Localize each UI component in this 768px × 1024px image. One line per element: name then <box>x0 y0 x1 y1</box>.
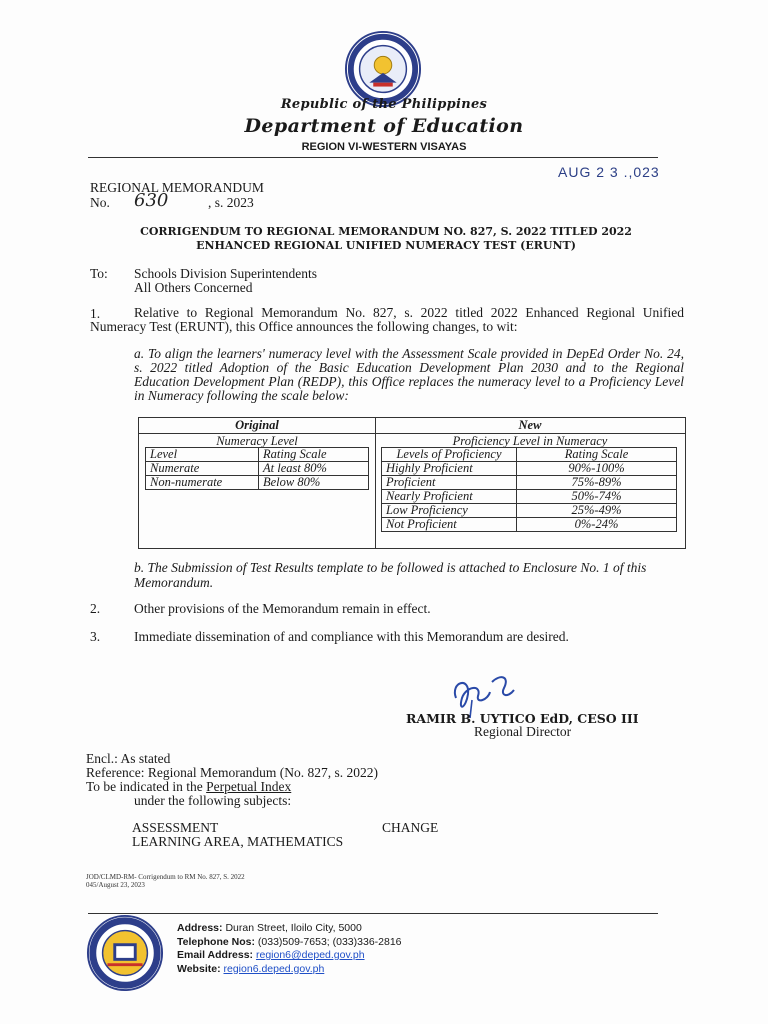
subject-learning-area: LEARNING AREA, MATHEMATICS <box>132 834 344 849</box>
table-row <box>146 448 369 462</box>
recipient-line2: All Others Concerned <box>134 280 253 295</box>
email-link[interactable]: region6@deped.gov.ph <box>255 949 365 961</box>
new-scale-table <box>381 447 677 532</box>
table-row <box>382 476 677 490</box>
file-code-line1: JOD/CLMD-RM- Corrigendum to RM No. 827, S. 2022 <box>86 873 245 881</box>
website-label: Website: <box>177 962 221 975</box>
original-level-cell: Non-numerate <box>146 476 259 490</box>
new-rating-cell: 0%-24% <box>517 518 677 532</box>
perpetual-index-prefix: To be indicated in the <box>86 779 207 794</box>
table-row <box>382 504 677 518</box>
paragraph-2-text: Other provisions of the Memorandum remain in effect. <box>134 601 431 616</box>
paragraph-1b-text: b. The Submission of Test Results template to be followed is attached to Enclosure No. 1 of this Memorandum. <box>134 560 647 590</box>
original-scale-column <box>139 418 376 548</box>
new-level-cell: Low Proficiency <box>382 504 517 518</box>
received-date-stamp: AUG 2 3 .,023 <box>558 164 660 180</box>
memo-subject-line2: ENHANCED REGIONAL UNIFIED NUMERACY TEST (ERUNT) <box>196 239 576 252</box>
region-heading: REGION VI-WESTERN VISAYAS <box>301 141 467 153</box>
recipients-label: To: <box>90 266 108 281</box>
website-row <box>177 963 402 977</box>
memo-number-label: No. <box>90 195 110 210</box>
address-row <box>177 922 402 936</box>
paragraph-1-number: 1. <box>90 306 101 321</box>
memo-series: , s. 2023 <box>208 195 254 210</box>
file-codes <box>86 873 245 889</box>
subject-change: CHANGE <box>382 820 439 835</box>
table-row <box>382 518 677 532</box>
footer-divider <box>88 913 658 914</box>
proficiency-scale-table <box>138 417 686 549</box>
original-scale-table <box>145 447 369 490</box>
file-code-line2: 045/August 23, 2023 <box>86 881 145 889</box>
new-level-cell: Not Proficient <box>382 518 517 532</box>
original-header: Original <box>139 418 375 434</box>
memo-type: REGIONAL MEMORANDUM <box>90 180 264 195</box>
address-value: Duran Street, Iloilo City, 5000 <box>225 922 362 934</box>
paragraph-1-text: Relative to Regional Memorandum No. 827, s. 2022 titled 2022 Enhanced Regional Unified Numeracy Test (ERUNT), this Office announces the following changes, to wit: <box>90 305 684 335</box>
table-row <box>382 462 677 476</box>
perpetual-index-label: Perpetual Index <box>206 779 292 794</box>
new-col-levels: Levels of Proficiency <box>382 448 517 462</box>
original-col-rating: Rating Scale <box>259 448 369 462</box>
signatory-name: RAMIR B. UYTICO EdD, CESO III <box>406 711 639 726</box>
new-rating-cell: 25%-49% <box>517 504 677 518</box>
enclosure-line: Encl.: As stated <box>86 751 171 766</box>
subject-assessment: ASSESSMENT <box>132 820 219 835</box>
original-rating-cell: At least 80% <box>259 462 369 476</box>
deped-region-logo-icon <box>86 914 164 992</box>
paragraph-3-text: Immediate dissemination of and compliance with this Memorandum are desired. <box>134 629 569 644</box>
department-heading: Department of Education <box>244 115 524 137</box>
new-level-cell: Proficient <box>382 476 517 490</box>
memo-number-handwritten: 630 <box>134 190 169 211</box>
paragraph-3-number: 3. <box>90 629 101 644</box>
original-subheader: Numeracy Level <box>216 434 298 448</box>
new-rating-cell: 50%-74% <box>517 490 677 504</box>
phone-value: (033)509-7653; (033)336-2816 <box>257 935 402 948</box>
subjects-line: under the following subjects: <box>134 793 292 808</box>
email-label: Email Address: <box>177 949 254 961</box>
email-row <box>177 949 402 963</box>
new-col-rating: Rating Scale <box>517 448 677 462</box>
reference-line: Reference: Regional Memorandum (No. 827, s. 2022) <box>86 765 379 780</box>
new-header: New <box>375 418 685 434</box>
table-row <box>382 490 677 504</box>
contact-info <box>177 922 402 976</box>
signatory-title: Regional Director <box>474 724 572 739</box>
table-row <box>146 462 369 476</box>
new-level-cell: Nearly Proficient <box>382 490 517 504</box>
new-level-cell: Highly Proficient <box>382 462 517 476</box>
paragraph-1a-text: a. To align the learners' numeracy level with the Assessment Scale provided in DepEd Order No. 24, s. 2022 titled Adoption of the Basic Education Development Plan 2030 and to the Regional Education Development Plan (REDP), this Office replaces the numeracy level to a Proficiency Level in Numeracy following the scale below: <box>134 346 684 403</box>
header-divider <box>88 157 658 158</box>
paragraph-2-number: 2. <box>90 601 101 616</box>
phone-label: Telephone Nos: <box>177 935 255 948</box>
new-rating-cell: 75%-89% <box>517 476 677 490</box>
website-link[interactable]: region6.deped.gov.ph <box>223 962 325 975</box>
memo-subject <box>96 225 676 253</box>
recipient-line1: Schools Division Superintendents <box>134 266 317 281</box>
original-level-cell: Numerate <box>146 462 259 476</box>
original-col-level: Level <box>146 448 259 462</box>
original-rating-cell: Below 80% <box>259 476 369 490</box>
new-rating-cell: 90%-100% <box>517 462 677 476</box>
table-row <box>146 476 369 490</box>
phone-row <box>177 936 402 950</box>
new-scale-column <box>375 418 685 548</box>
republic-heading: Republic of the Philippines <box>280 97 488 112</box>
memo-subject-line1: CORRIGENDUM TO REGIONAL MEMORANDUM NO. 827, S. 2022 TITLED 2022 <box>140 225 632 238</box>
address-label: Address: <box>177 922 223 934</box>
new-subheader: Proficiency Level in Numeracy <box>452 434 608 448</box>
table-row <box>382 448 677 462</box>
